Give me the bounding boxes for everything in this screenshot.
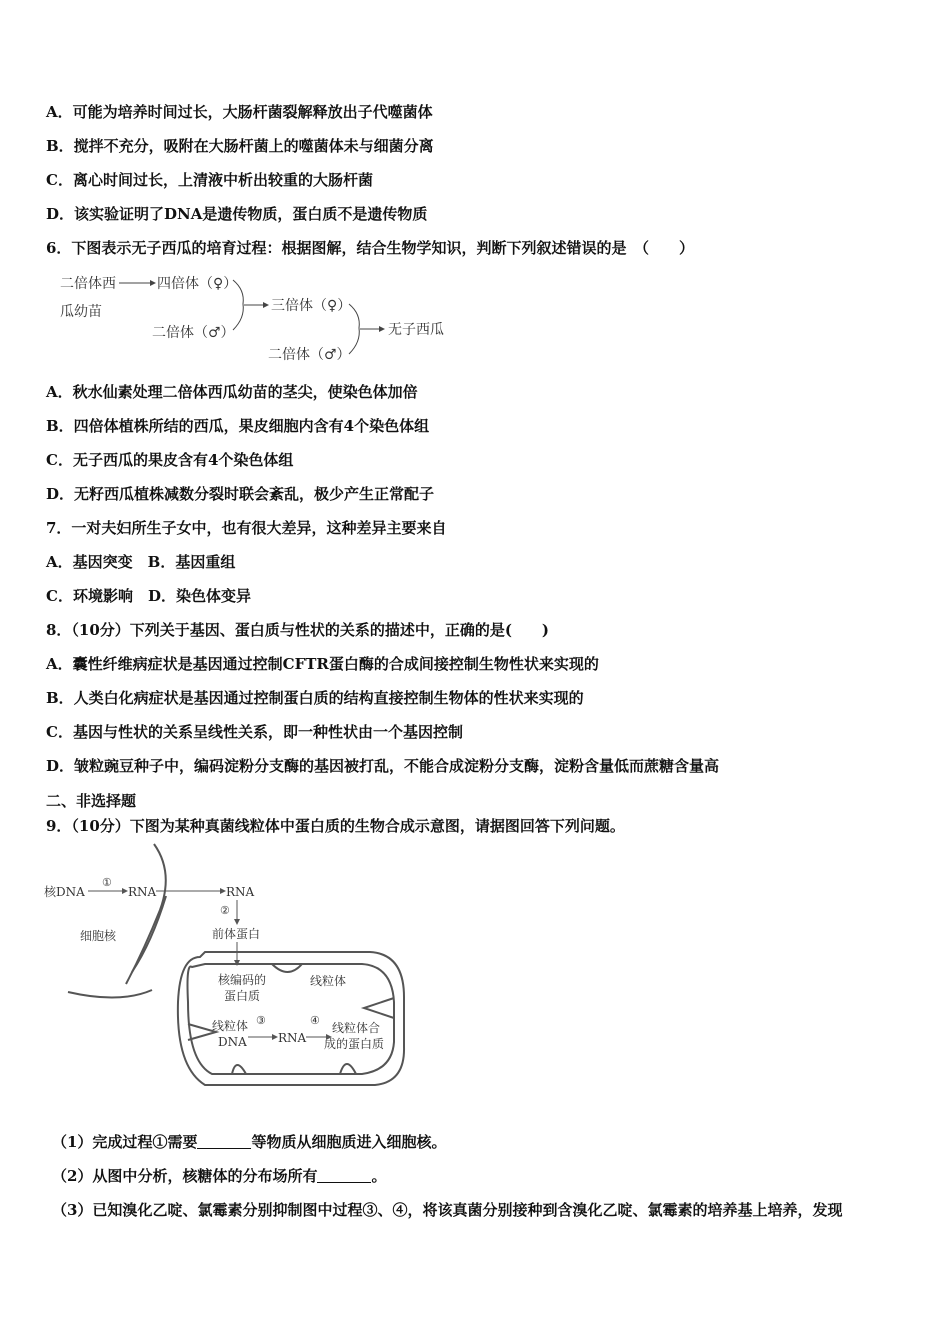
q9-sub1-post: 等物质从细胞质进入细胞核。 <box>251 1133 447 1151</box>
label-rna-3: RNA <box>278 1031 307 1045</box>
label-mt-protein-2: 成的蛋白质 <box>324 1037 385 1051</box>
q5-option-a: A．可能为培养时间过长，大肠杆菌裂解释放出子代噬菌体 <box>46 103 433 121</box>
label-tetraploid: 四倍体（♀） <box>157 276 238 292</box>
q8-option-a: A．囊性纤维病症状是基因通过控制CFTR蛋白酶的合成间接控制生物性状来实现的 <box>46 655 599 673</box>
label-step2: ② <box>220 904 230 917</box>
section-heading: 二、非选择题 <box>46 792 137 810</box>
q9-stem: 9．（10分）下图为某种真菌线粒体中蛋白质的生物合成示意图，请据图回答下列问题。 <box>46 817 625 835</box>
answer-blank-1[interactable] <box>197 1134 251 1149</box>
label-step3: ③ <box>256 1014 266 1027</box>
label-seedling-2: 瓜幼苗 <box>60 304 102 320</box>
q8-option-d: D．皱粒豌豆种子中，编码淀粉分支酶的基因被打乱，不能合成淀粉分支酶，淀粉含量低而蔗糖含量高 <box>46 757 720 775</box>
label-seedling-1: 二倍体西 <box>60 276 116 292</box>
q6-option-a: A．秋水仙素处理二倍体西瓜幼苗的茎尖，使染色体加倍 <box>46 383 418 401</box>
label-mt-dna-1: 线粒体 <box>212 1019 249 1033</box>
label-diploid-male-1: 二倍体（♂） <box>152 325 235 341</box>
q9-sub2-pre: （2）从图中分析，核糖体的分布场所有 <box>52 1167 318 1185</box>
q9-sub1 <box>52 1132 446 1152</box>
q7-options-cd: C．环境影响 D．染色体变异 <box>46 587 251 605</box>
q6-option-d: D．无籽西瓜植株减数分裂时联会紊乱，极少产生正常配子 <box>46 485 435 503</box>
q9-sub3: （3）已知溴化乙啶、氯霉素分别抑制图中过程③、④，将该真菌分别接种到含溴化乙啶、氯霉素的培养基上培养，发现 <box>52 1201 843 1219</box>
q5-option-c: C．离心时间过长，上清液中析出较重的大肠杆菌 <box>46 171 373 189</box>
label-step1: ① <box>102 876 112 889</box>
answer-blank-2[interactable] <box>317 1168 371 1183</box>
q6-stem: 6．下图表示无子西瓜的培育过程：根据图解，结合生物学知识，判断下列叙述错误的是 （ ） <box>46 239 694 257</box>
q6-option-c: C．无子西瓜的果皮含有4个染色体组 <box>46 451 294 469</box>
q9-sub1-pre: （1）完成过程①需要 <box>52 1133 198 1151</box>
label-seedless: 无子西瓜 <box>388 322 444 338</box>
label-rna-2: RNA <box>226 885 255 899</box>
q5-option-d: D．该实验证明了DNA是遗传物质，蛋白质不是遗传物质 <box>46 205 428 223</box>
q9-sub2-post: 。 <box>371 1167 387 1185</box>
label-triploid: 三倍体（♀） <box>271 298 352 314</box>
q7-options-ab: A．基因突变 B．基因重组 <box>46 553 236 571</box>
q8-stem: 8．（10分）下列关于基因、蛋白质与性状的关系的描述中，正确的是( ) <box>46 621 550 639</box>
label-nuclear-encoded-1: 核编码的 <box>218 973 267 987</box>
label-precursor: 前体蛋白 <box>212 927 261 941</box>
label-rna-1: RNA <box>128 885 157 899</box>
q8-option-c: C．基因与性状的关系呈线性关系，即一种性状由一个基因控制 <box>46 723 463 741</box>
label-mt-protein-1: 线粒体合 <box>332 1021 381 1035</box>
label-mitochondrion: 线粒体 <box>310 974 347 988</box>
q5-option-b: B．搅拌不充分，吸附在大肠杆菌上的噬菌体未与细菌分离 <box>46 137 434 155</box>
q6-watermelon-diagram <box>55 268 475 373</box>
label-step4: ④ <box>310 1014 320 1027</box>
q7-stem: 7．一对夫妇所生子女中，也有很大差异，这种差异主要来自 <box>46 519 447 537</box>
label-mt-dna-2: DNA <box>218 1035 247 1049</box>
label-diploid-male-2: 二倍体（♂） <box>268 347 351 363</box>
label-nucleus: 细胞核 <box>80 929 117 943</box>
q8-option-b: B．人类白化病症状是基因通过控制蛋白质的结构直接控制生物体的性状来实现的 <box>46 689 584 707</box>
label-nuclear-dna: 核DNA <box>44 885 85 899</box>
q9-sub2 <box>52 1166 386 1186</box>
q6-option-b: B．四倍体植株所结的西瓜，果皮细胞内含有4个染色体组 <box>46 417 430 435</box>
label-nuclear-encoded-2: 蛋白质 <box>224 989 261 1003</box>
q9-mitochondria-diagram <box>40 842 440 1100</box>
